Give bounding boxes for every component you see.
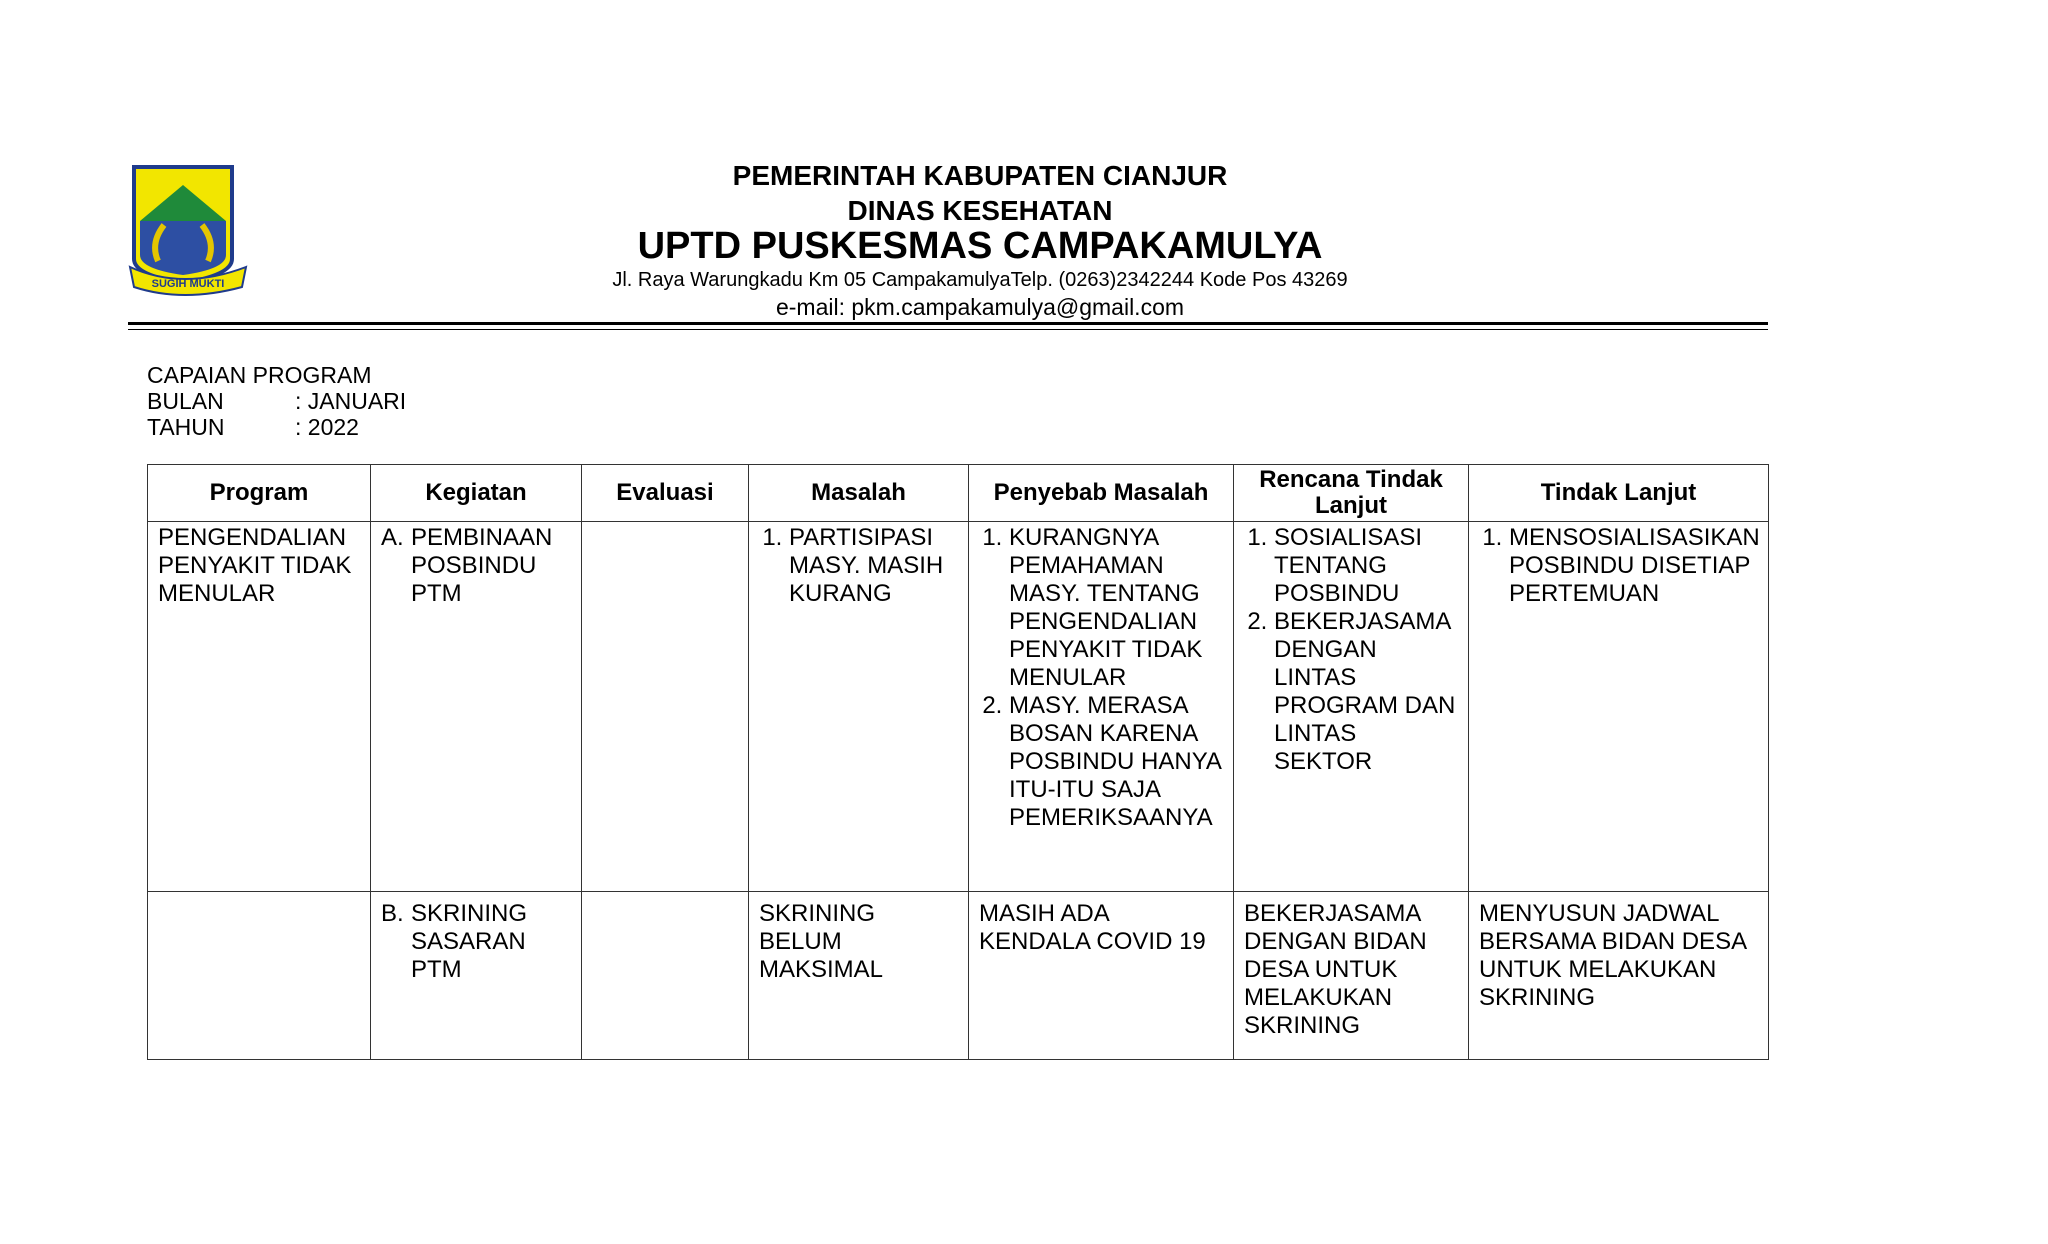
header-tindak-lanjut: Tindak Lanjut: [1469, 465, 1769, 522]
report-year: [147, 414, 359, 441]
letterhead-institution: UPTD PUSKESMAS CAMPAKAMULYA: [637, 225, 1323, 267]
program-achievement-table: [147, 464, 1769, 1060]
rencana-text: BEKERJASAMA DENGAN BIDAN DESA UNTUK MELAKUKAN SKRINING: [1244, 900, 1427, 1039]
tindak-lanjut-text: MENYUSUN JADWAL BERSAMA BIDAN DESA UNTUK MELAKUKAN SKRINING: [1479, 900, 1746, 1011]
kabupaten-cianjur-logo: [128, 163, 248, 299]
cell-tindak-lanjut: [1469, 892, 1769, 1060]
cell-program: [148, 892, 371, 1060]
year-value: : 2022: [295, 414, 359, 440]
header-masalah: Masalah: [749, 465, 969, 522]
letterhead-department: DINAS KESEHATAN: [847, 195, 1113, 226]
cell-rencana: [1234, 892, 1469, 1060]
header-program: Program: [148, 465, 371, 522]
month-label: BULAN: [147, 388, 224, 414]
report-month: [147, 388, 406, 415]
tindak-lanjut-item: 1. MENSOSIALISASIKAN POSBINDU DISETIAP PERTEMUAN: [1509, 524, 1760, 608]
rencana-item: 1. SOSIALISASI TENTANG POSBINDU: [1274, 524, 1460, 608]
kegiatan-marker: B.: [381, 900, 404, 927]
report-title: CAPAIAN PROGRAM: [147, 362, 372, 388]
cell-penyebab: [969, 522, 1234, 892]
header-kegiatan: Kegiatan: [371, 465, 582, 522]
penyebab-text: MASIH ADA KENDALA COVID 19: [979, 900, 1206, 955]
table-row: [148, 892, 1769, 1060]
cell-evaluasi: [582, 522, 749, 892]
masalah-text: SKRINING BELUM MAKSIMAL: [759, 900, 884, 983]
table-header-row: [148, 465, 1769, 522]
cell-program: PENGENDALIAN PENYAKIT TIDAK MENULAR: [148, 522, 371, 892]
cell-kegiatan: [371, 522, 582, 892]
cell-rencana: [1234, 522, 1469, 892]
letterhead-rule-thin: [128, 329, 1768, 330]
kegiatan-text: SKRINING SASARAN PTM: [411, 900, 528, 983]
letterhead-rule-thick: [128, 322, 1768, 325]
rencana-item: 2. BEKERJASAMA DENGAN LINTAS PROGRAM DAN LINTAS SEKTOR: [1274, 608, 1460, 776]
kegiatan-marker: A.: [381, 524, 404, 551]
letterhead-government: PEMERINTAH KABUPATEN CIANJUR: [732, 160, 1228, 191]
penyebab-item: 2. MASY. MERASA BOSAN KARENA POSBINDU HANYA ITU-ITU SAJA PEMERIKSAANYA: [1009, 692, 1225, 832]
header-rencana-tindak-lanjut: Rencana Tindak Lanjut: [1234, 465, 1469, 522]
year-label: TAHUN: [147, 414, 225, 440]
cell-penyebab: [969, 892, 1234, 1060]
masalah-item: 1. PARTISIPASI MASY. MASIH KURANG: [789, 524, 960, 608]
header-evaluasi: Evaluasi: [582, 465, 749, 522]
header-penyebab-masalah: Penyebab Masalah: [969, 465, 1234, 522]
logo-banner-text: SUGIH MUKTI: [151, 278, 225, 290]
penyebab-item: 1. KURANGNYA PEMAHAMAN MASY. TENTANG PENGENDALIAN PENYAKIT TIDAK MENULAR: [1009, 524, 1225, 692]
letterhead-address: Jl. Raya Warungkadu Km 05 CampakamulyaTelp. (0263)2342244 Kode Pos 43269: [612, 269, 1348, 291]
table-row: [148, 522, 1769, 892]
cell-kegiatan: [371, 892, 582, 1060]
cell-masalah: [749, 522, 969, 892]
letterhead-email: e-mail: pkm.campakamulya@gmail.com: [775, 294, 1185, 320]
cell-tindak-lanjut: [1469, 522, 1769, 892]
kegiatan-text: PEMBINAAN POSBINDU PTM: [411, 524, 553, 607]
cell-masalah: [749, 892, 969, 1060]
month-value: : JANUARI: [295, 388, 407, 414]
cell-evaluasi: [582, 892, 749, 1060]
